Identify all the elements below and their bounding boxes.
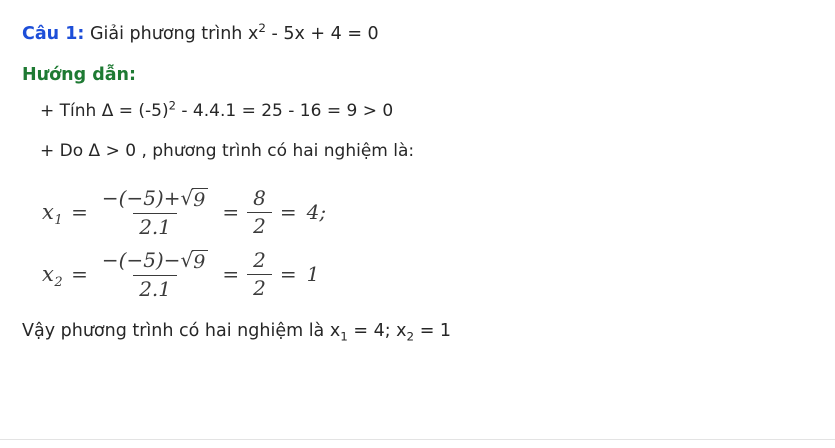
guide-step-1-before: + Tính Δ = (-5): [40, 101, 169, 122]
fraction-denominator: 2.1: [133, 275, 177, 300]
formula-variable-name: x: [42, 200, 55, 225]
result-fraction: [247, 187, 272, 237]
formula-variable-subscript: 1: [54, 213, 64, 229]
equals-sign-3: =: [279, 200, 297, 225]
radical-sign: √: [180, 247, 194, 272]
guide-step-2: + Do Δ > 0 , phương trình có hai nghiệm là:: [40, 141, 415, 162]
main-fraction: [96, 249, 214, 301]
square-root-icon: [180, 247, 209, 273]
question-text-after: - 5x + 4 = 0: [265, 24, 379, 44]
numerator-prefix: −(−5)−: [101, 247, 181, 272]
fraction-numerator: [96, 249, 214, 275]
numerator-prefix: −(−5)+: [101, 185, 181, 210]
formula-value: 1: [306, 262, 320, 287]
question-line: [22, 22, 813, 47]
conclusion-before: Vậy phương trình có hai nghiệm là x: [22, 321, 341, 342]
formula-variable-subscript: 2: [54, 275, 64, 291]
question-text-before: Giải phương trình x: [89, 24, 259, 44]
guide-step-1-after: - 4.4.1 = 25 - 16 = 9 > 0: [175, 101, 394, 122]
fraction-denominator: 2.1: [133, 213, 177, 238]
guide-title: Hướng dẫn:: [22, 65, 136, 86]
formula-value: 4;: [306, 200, 327, 225]
conclusion-mid: = 4; x: [347, 321, 407, 342]
conclusion-line: [22, 321, 813, 344]
result-numerator: 8: [253, 186, 266, 211]
main-fraction: [96, 187, 214, 239]
radicand: 9: [192, 188, 208, 211]
formula-row: [42, 243, 813, 305]
conclusion-sub-1: 1: [340, 329, 348, 344]
result-denominator: 2: [247, 274, 272, 299]
guide-step-1: [40, 98, 813, 122]
formula-variable-name: x: [42, 262, 55, 287]
formula-block: [42, 181, 813, 305]
radical-sign: √: [180, 185, 194, 210]
equals-sign-2: =: [222, 200, 240, 225]
result-fraction: [247, 249, 272, 299]
formula-variable: [42, 262, 64, 291]
question-exponent: 2: [258, 21, 266, 36]
formula-row: [42, 181, 813, 243]
conclusion-after: = 1: [414, 321, 452, 342]
equals-sign: =: [71, 200, 88, 225]
result-denominator: 2: [247, 212, 272, 237]
conclusion-sub-2: 2: [406, 329, 415, 344]
fraction-numerator: [96, 187, 214, 213]
formula-variable: [42, 200, 64, 229]
result-numerator: 2: [253, 248, 266, 273]
radicand: 9: [192, 250, 208, 273]
bottom-divider: [0, 439, 835, 440]
question-label: Câu 1:: [22, 24, 85, 44]
equals-sign-3: =: [279, 262, 297, 287]
equals-sign: =: [71, 262, 88, 287]
guide-step-1-exponent: 2: [168, 98, 176, 113]
square-root-icon: [180, 185, 209, 211]
equals-sign-2: =: [222, 262, 240, 287]
